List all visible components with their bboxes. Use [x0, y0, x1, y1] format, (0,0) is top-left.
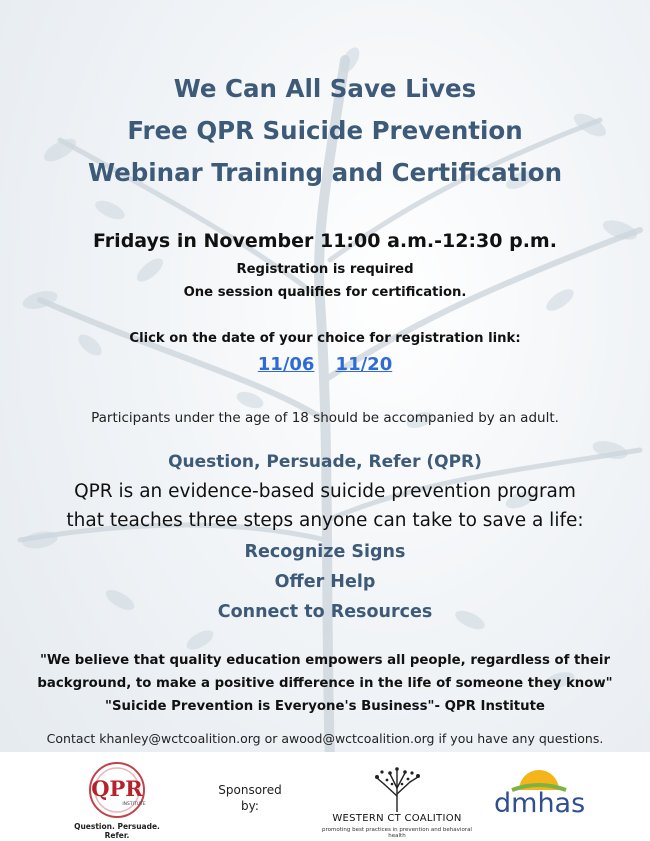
coalition-name: WESTERN CT COALITION [332, 813, 462, 824]
contact-line: Contact khanley@wctcoalition.org or awood@wctcoalition.org if you have any questions. [46, 731, 604, 746]
qpr-logo-mark [62, 758, 172, 820]
qpr-heading: Question, Persuade, Refer (QPR) [168, 452, 482, 472]
dmhas-wordmark: dmhas [494, 788, 586, 819]
qpr-tagline: Question. Persuade. Refer. [74, 822, 160, 840]
registration-link-1106[interactable]: 11/06 [257, 354, 315, 375]
sponsored-by-label [215, 782, 285, 814]
registration-required-note: Registration is required [236, 262, 414, 277]
qpr-description-line-1: QPR is an evidence-based suicide prevention program [74, 481, 576, 502]
dmhas-logo [494, 766, 584, 826]
qpr-step-connect: Connect to Resources [217, 602, 433, 622]
qpr-step-offer-help: Offer Help [274, 572, 376, 592]
sponsored-line-2: by: [241, 799, 259, 813]
registration-links [0, 354, 650, 375]
sponsored-line-1: Sponsored [218, 783, 282, 797]
age-note: Participants under the age of 18 should be accompanied by an adult. [91, 410, 559, 426]
registration-link-1120[interactable]: 11/20 [335, 354, 393, 375]
sponsor-footer [0, 752, 650, 841]
western-ct-coalition-logo [322, 766, 472, 839]
title-line-1: We Can All Save Lives [173, 74, 477, 103]
quote-line-2: background, to make a positive difference in the life of someone they know" [37, 676, 613, 691]
tree-logo-icon [322, 766, 472, 812]
coalition-tagline: promoting best practices in prevention and behavioral health [322, 827, 472, 839]
qpr-step-recognize: Recognize Signs [244, 542, 406, 562]
qpr-description-line-2: that teaches three steps anyone can take to save a life: [66, 510, 584, 531]
quote-line-1: "We believe that quality education empowers all people, regardless of their [39, 653, 611, 668]
certification-note: One session qualifies for certification. [183, 285, 467, 300]
quote-line-3: "Suicide Prevention is Everyone's Business"- QPR Institute [105, 699, 545, 714]
title-line-2: Free QPR Suicide Prevention [127, 116, 523, 145]
registration-prompt: Click on the date of your choice for registration link: [129, 331, 521, 346]
qpr-institute-logo [62, 758, 172, 838]
schedule-heading: Fridays in November 11:00 a.m.-12:30 p.m. [93, 230, 557, 252]
qpr-logo-institute: INSTITUTE [122, 802, 146, 807]
qpr-logo-letters: QPR [91, 776, 143, 801]
title-line-3: Webinar Training and Certification [87, 158, 563, 187]
